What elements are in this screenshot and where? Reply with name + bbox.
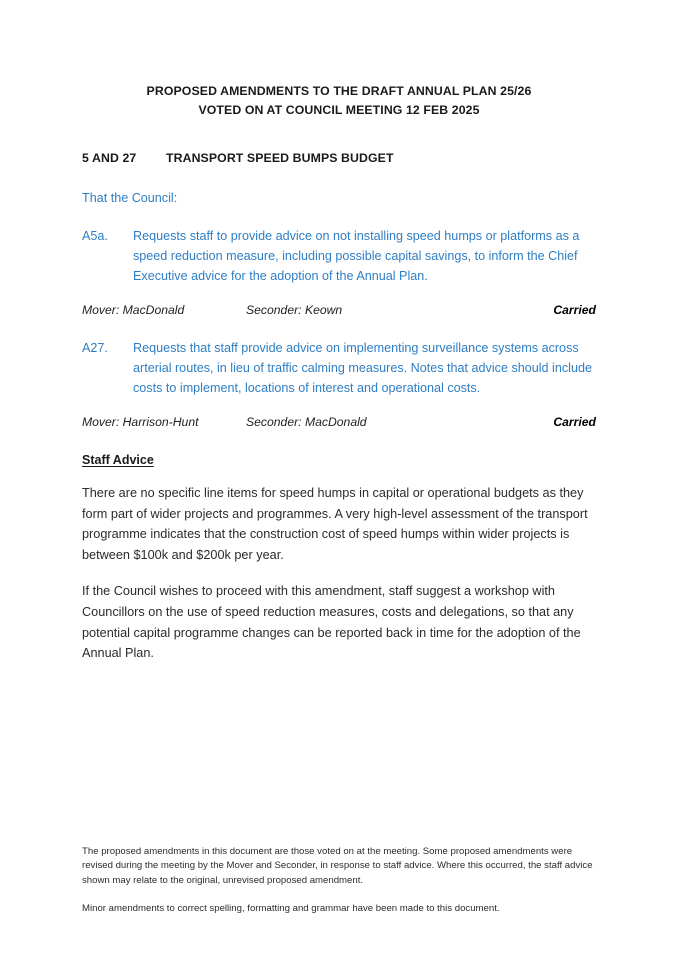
staff-advice-paragraph: If the Council wishes to proceed with this amendment, staff suggest a workshop with Councillors on the use of speed reduction measures, costs and delegations, so that any potential capital programme changes can be reported back in time for the adoption of the Annual Plan. [82, 584, 581, 661]
document-title-line-1: PROPOSED AMENDMENTS TO THE DRAFT ANNUAL PLAN 25/26 [146, 84, 532, 98]
agenda-item-heading [82, 151, 596, 165]
agenda-item-subject: TRANSPORT SPEED BUMPS BUDGET [166, 151, 394, 165]
mover-name: Mover: Harrison-Hunt [82, 415, 199, 429]
motion-label: A5a. [82, 229, 108, 243]
resolution-preamble: That the Council: [82, 191, 178, 205]
footer-note: The proposed amendments in this document are those voted on at the meeting. Some proposed amendments were revised during the meeting by the Mover and Seconder, in response to staff advice. Where this occurred, the staff advice shown may relate to the original, unrevised proposed amendment. [82, 846, 593, 886]
document-content [82, 0, 596, 676]
motion-text: Requests that staff provide advice on implementing surveillance systems across arterial routes, in lieu of traffic calming measures. Notes that advice should include costs to implement, locations of interest and operational costs. [133, 341, 592, 395]
motion-a27-voting-row [82, 413, 596, 431]
seconder-name: Seconder: Keown [246, 303, 343, 317]
document-title-line-2: VOTED ON AT COUNCIL MEETING 12 FEB 2025 [198, 103, 480, 117]
staff-advice-heading: Staff Advice [82, 453, 154, 467]
staff-advice-paragraph: There are no specific line items for speed humps in capital or operational budgets as they form part of wider projects and programmes. A very high-level assessment of the transport programme indicates that the construction cost of speed humps within wider projects is between $100k and $200k per year. [82, 486, 588, 562]
agenda-item-reference: 5 AND 27 [82, 151, 137, 165]
seconder-name: Seconder: MacDonald [246, 415, 367, 429]
motion-a27 [82, 338, 596, 398]
motion-outcome: Carried [553, 415, 596, 429]
motion-label: A27. [82, 341, 108, 355]
motion-a5a-voting-row [82, 301, 596, 319]
mover-name: Mover: MacDonald [82, 303, 185, 317]
motion-a5a [82, 226, 596, 286]
document-footer [82, 845, 596, 916]
footer-note: Minor amendments to correct spelling, formatting and grammar have been made to this document. [82, 902, 500, 914]
motion-outcome: Carried [553, 303, 596, 317]
document-title [82, 82, 596, 120]
motion-text: Requests staff to provide advice on not installing speed humps or platforms as a speed reduction measure, including possible capital savings, to inform the Chief Executive advice for the adoption of the Annual Plan. [133, 229, 580, 283]
